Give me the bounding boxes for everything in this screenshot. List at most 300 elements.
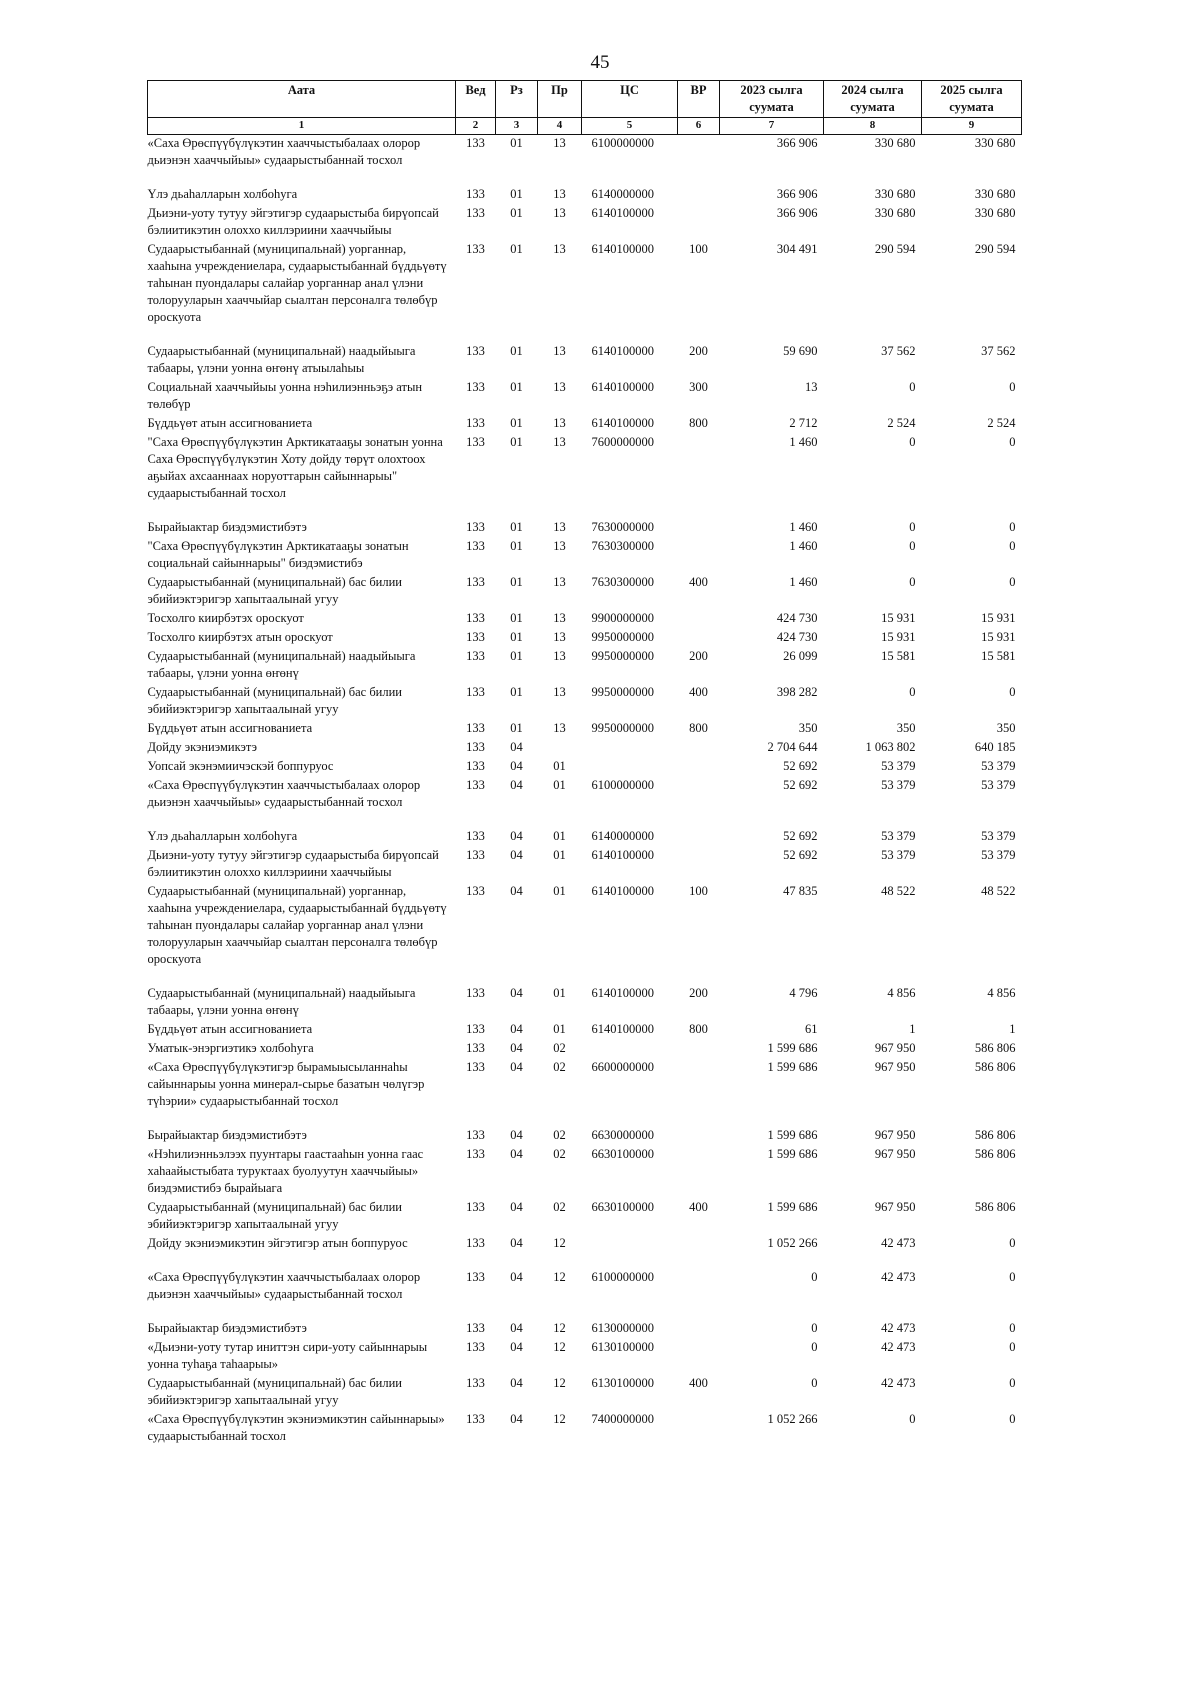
row-name: «Саха Өрөспүүбүлүкэтин экэниэмикэтин сайыннарыы» судаарыстыбаннай тосхол	[147, 1412, 445, 1443]
podrazdel-code: 13	[553, 721, 566, 735]
vedomstvo-code: 133	[466, 187, 485, 201]
table-row	[148, 574, 1022, 610]
header-cell: ВР	[678, 81, 720, 118]
podrazdel-code: 02	[553, 1128, 566, 1142]
expense-type-code: 400	[689, 685, 708, 699]
expense-type-code: 100	[689, 242, 708, 256]
target-article-code: 6600000000	[591, 1060, 654, 1074]
razdel-code: 04	[510, 1321, 523, 1335]
expense-type-code: 800	[689, 721, 708, 735]
podrazdel-code: 13	[553, 520, 566, 534]
vedomstvo-code: 133	[466, 1321, 485, 1335]
podrazdel-code: 12	[553, 1376, 566, 1390]
amount-2024: 15 931	[881, 611, 916, 625]
amount-2024: 290 594	[874, 242, 916, 256]
razdel-code: 01	[510, 242, 523, 256]
target-article-code: 6140100000	[591, 344, 654, 358]
razdel-code: 01	[510, 136, 523, 150]
row-name: Уматык-энэргиэтикэ холбоһуга	[147, 1041, 314, 1055]
column-number: 3	[496, 118, 538, 135]
header-row	[148, 81, 1022, 118]
vedomstvo-code: 133	[466, 435, 485, 449]
amount-2024: 967 950	[874, 1060, 916, 1074]
expense-type-code	[678, 847, 720, 883]
vedomstvo-code: 133	[466, 1060, 485, 1074]
razdel-code: 01	[510, 187, 523, 201]
row-name: "Саха Өрөспүүбүлүкэтин Арктикатааҕы зонатын уонна Саха Өрөспүүбүлүкэтин Хоту дойду төрүт олохтоох аҕыйах ахсааннаах норуоттарын сайыннарыы" судаарыстыбаннай тосхол	[147, 435, 443, 500]
amount-2025: 0	[1009, 575, 1016, 589]
vedomstvo-code: 133	[466, 611, 485, 625]
amount-2025: 53 379	[981, 848, 1016, 862]
amount-2025: 53 379	[981, 778, 1016, 792]
expense-type-code	[678, 1411, 720, 1447]
table-row	[148, 1411, 1022, 1447]
podrazdel-code: 13	[553, 416, 566, 430]
expense-type-code	[678, 1320, 720, 1339]
target-article-code	[582, 739, 678, 758]
row-name: Судаарыстыбаннай (муниципальнай) наадыйыыга табаары, үлэни уонна өҥөнү атыылаһыы	[147, 344, 416, 375]
vedomstvo-code: 133	[466, 1200, 485, 1214]
table-row	[148, 1021, 1022, 1040]
vedomstvo-code: 133	[466, 380, 485, 394]
podrazdel-code: 02	[553, 1147, 566, 1161]
expense-type-code: 800	[689, 416, 708, 430]
table-row	[148, 1040, 1022, 1059]
row-name: Судаарыстыбаннай (муниципальнай) бас билии эбийиэктэригэр хапытаалынай угуу	[147, 685, 402, 716]
table-row	[148, 985, 1022, 1021]
razdel-code: 04	[510, 1376, 523, 1390]
row-name: Дойду экэниэмикэтин эйгэтигэр атын боппуруос	[147, 1236, 408, 1250]
amount-2023: 1 052 266	[767, 1236, 818, 1250]
target-article-code: 6140100000	[591, 242, 654, 256]
table-row	[148, 1375, 1022, 1411]
target-article-code: 9950000000	[591, 721, 654, 735]
amount-2025: 0	[1009, 1236, 1016, 1250]
column-number-row	[148, 118, 1022, 135]
column-number: 7	[720, 118, 824, 135]
target-article-code: 9950000000	[591, 630, 654, 644]
amount-2024: 0	[909, 380, 916, 394]
table-row	[148, 415, 1022, 434]
podrazdel-code: 01	[553, 1022, 566, 1036]
row-name: «Саха Өрөспүүбүлүкэтигэр бырамыысыланнаһы сайыннарыы уонна минерал-сырье базатын чөлүгэр түһэрии» судаарыстыбаннай тосхол	[147, 1060, 425, 1108]
target-article-code: 6130100000	[591, 1376, 654, 1390]
amount-2023: 0	[811, 1321, 818, 1335]
expense-type-code: 200	[689, 649, 708, 663]
amount-2025: 586 806	[974, 1147, 1016, 1161]
amount-2025: 0	[1009, 1321, 1016, 1335]
expense-type-code	[678, 739, 720, 758]
amount-2025: 0	[1009, 1412, 1016, 1426]
row-name: Судаарыстыбаннай (муниципальнай) наадыйыыга табаары, үлэни уонна өҥөнү	[147, 649, 416, 680]
table-row	[148, 828, 1022, 847]
expense-type-code	[678, 777, 720, 828]
podrazdel-code: 13	[553, 575, 566, 589]
podrazdel-code: 12	[553, 1270, 566, 1284]
header-cell: ЦС	[582, 81, 678, 118]
amount-2023: 4 796	[789, 986, 818, 1000]
podrazdel-code	[538, 739, 582, 758]
target-article-code: 6100000000	[591, 136, 654, 150]
amount-2024: 0	[909, 1412, 916, 1426]
expense-type-code: 100	[689, 884, 708, 898]
razdel-code: 04	[510, 1147, 523, 1161]
amount-2023: 366 906	[776, 136, 818, 150]
amount-2024: 0	[909, 685, 916, 699]
podrazdel-code: 12	[553, 1321, 566, 1335]
row-name: Тосхолго киирбэтэх ороскуот	[147, 611, 304, 625]
target-article-code: 6140100000	[591, 206, 654, 220]
amount-2024: 42 473	[881, 1340, 916, 1354]
amount-2024: 0	[909, 520, 916, 534]
vedomstvo-code: 133	[466, 740, 485, 754]
expense-type-code	[678, 205, 720, 241]
amount-2023: 1 599 686	[767, 1060, 818, 1074]
column-number: 2	[456, 118, 496, 135]
row-name: Бырайыактар биэдэмистибэтэ	[147, 1128, 307, 1142]
header-cell: Пр	[538, 81, 582, 118]
podrazdel-code: 01	[553, 986, 566, 1000]
table-body	[148, 135, 1022, 1448]
table-row	[148, 186, 1022, 205]
amount-2024: 53 379	[881, 829, 916, 843]
row-name: «Саха Өрөспүүбүлүкэтин хааччыстыбалаах олорор дьиэнэн хааччыйыы» судаарыстыбаннай тосхол	[147, 778, 421, 809]
amount-2025: 0	[1009, 1270, 1016, 1284]
expense-type-code: 400	[689, 1200, 708, 1214]
target-article-code: 7630300000	[591, 575, 654, 589]
podrazdel-code: 01	[553, 759, 566, 773]
header-cell: 2025 сылга суумата	[922, 81, 1022, 118]
razdel-code: 01	[510, 630, 523, 644]
amount-2023: 2 712	[789, 416, 818, 430]
amount-2023: 1 599 686	[767, 1147, 818, 1161]
amount-2023: 1 599 686	[767, 1128, 818, 1142]
amount-2024: 4 856	[887, 986, 916, 1000]
razdel-code: 04	[510, 829, 523, 843]
target-article-code	[582, 1235, 678, 1269]
expense-type-code: 200	[689, 344, 708, 358]
target-article-code: 9900000000	[591, 611, 654, 625]
amount-2025: 48 522	[981, 884, 1016, 898]
target-article-code: 6630000000	[591, 1128, 654, 1142]
expense-type-code	[678, 1040, 720, 1059]
expense-type-code	[678, 519, 720, 538]
amount-2025: 586 806	[974, 1200, 1016, 1214]
amount-2023: 0	[811, 1340, 818, 1354]
expense-type-code: 300	[689, 380, 708, 394]
vedomstvo-code: 133	[466, 829, 485, 843]
row-name: «Саха Өрөспүүбүлүкэтин хааччыстыбалаах олорор дьиэнэн хааччыйыы» судаарыстыбаннай тосхол	[147, 136, 421, 167]
podrazdel-code: 13	[553, 242, 566, 256]
target-article-code: 7630300000	[591, 539, 654, 553]
podrazdel-code: 12	[553, 1236, 566, 1250]
table-row	[148, 684, 1022, 720]
razdel-code: 04	[510, 848, 523, 862]
amount-2023: 2 704 644	[767, 740, 818, 754]
target-article-code: 9950000000	[591, 685, 654, 699]
table-row	[148, 205, 1022, 241]
amount-2024: 967 950	[874, 1147, 916, 1161]
row-name: Судаарыстыбаннай (муниципальнай) бас билии эбийиэктэригэр хапытаалынай угуу	[147, 1376, 402, 1407]
expense-type-code	[678, 1146, 720, 1199]
target-article-code: 6100000000	[591, 778, 654, 792]
row-name: Бырайыактар биэдэмистибэтэ	[147, 1321, 307, 1335]
amount-2025: 330 680	[974, 187, 1016, 201]
table-row	[148, 777, 1022, 828]
amount-2025: 586 806	[974, 1128, 1016, 1142]
vedomstvo-code: 133	[466, 649, 485, 663]
vedomstvo-code: 133	[466, 242, 485, 256]
row-name: Социальнай хааччыйыы уонна нэһилиэнньэҕэ атын төлөбүр	[147, 380, 423, 411]
amount-2023: 61	[805, 1022, 818, 1036]
amount-2025: 290 594	[974, 242, 1016, 256]
amount-2025: 15 931	[981, 630, 1016, 644]
target-article-code: 6140000000	[591, 829, 654, 843]
table-row	[148, 1235, 1022, 1269]
header-cell: Вед	[456, 81, 496, 118]
amount-2023: 1 460	[789, 520, 818, 534]
expense-type-code	[678, 629, 720, 648]
row-name: Бүддьүөт атын ассигнованиета	[147, 721, 313, 735]
expense-type-code	[678, 186, 720, 205]
vedomstvo-code: 133	[466, 1236, 485, 1250]
amount-2024: 967 950	[874, 1128, 916, 1142]
column-number: 8	[824, 118, 922, 135]
podrazdel-code: 13	[553, 206, 566, 220]
amount-2024: 37 562	[881, 344, 916, 358]
podrazdel-code: 12	[553, 1340, 566, 1354]
amount-2023: 1 460	[789, 435, 818, 449]
razdel-code: 04	[510, 1200, 523, 1214]
amount-2025: 330 680	[974, 206, 1016, 220]
target-article-code: 6140100000	[591, 848, 654, 862]
column-number: 1	[148, 118, 456, 135]
podrazdel-code: 13	[553, 649, 566, 663]
table-row	[148, 629, 1022, 648]
expense-type-code	[678, 828, 720, 847]
row-name: Бырайыактар биэдэмистибэтэ	[147, 520, 307, 534]
amount-2023: 52 692	[783, 848, 818, 862]
amount-2024: 53 379	[881, 778, 916, 792]
vedomstvo-code: 133	[466, 1340, 485, 1354]
razdel-code: 01	[510, 435, 523, 449]
expense-type-code	[678, 434, 720, 519]
amount-2025: 350	[996, 721, 1016, 735]
podrazdel-code: 02	[553, 1200, 566, 1214]
amount-2025: 53 379	[981, 829, 1016, 843]
amount-2025: 0	[1009, 1376, 1016, 1390]
target-article-code: 9950000000	[591, 649, 654, 663]
expense-type-code: 400	[689, 1376, 708, 1390]
row-name: Бүддьүөт атын ассигнованиета	[147, 1022, 313, 1036]
podrazdel-code: 01	[553, 884, 566, 898]
podrazdel-code: 13	[553, 380, 566, 394]
amount-2025: 0	[1009, 380, 1016, 394]
amount-2023: 13	[805, 380, 818, 394]
amount-2023: 0	[811, 1270, 818, 1284]
razdel-code: 04	[510, 1041, 523, 1055]
table-row	[148, 1059, 1022, 1127]
column-number: 6	[678, 118, 720, 135]
amount-2023: 52 692	[783, 829, 818, 843]
amount-2023: 1 460	[789, 575, 818, 589]
expense-type-code	[678, 1269, 720, 1320]
razdel-code: 04	[510, 759, 523, 773]
table-row	[148, 1127, 1022, 1146]
row-name: «Нэһилиэнньэлээх пуунтары гаастааһын уонна гаас хаһаайыстыбата туруктаах буолуутун хааччыйыы» биэдэмистибэ бырайыага	[147, 1147, 424, 1195]
amount-2025: 0	[1009, 539, 1016, 553]
target-article-code: 6130000000	[591, 1321, 654, 1335]
amount-2024: 0	[909, 539, 916, 553]
target-article-code: 6630100000	[591, 1200, 654, 1214]
header-cell: 2023 сылга суумата	[720, 81, 824, 118]
razdel-code: 04	[510, 884, 523, 898]
razdel-code: 04	[510, 1060, 523, 1074]
table-row	[148, 610, 1022, 629]
razdel-code: 01	[510, 206, 523, 220]
target-article-code: 6140100000	[591, 1022, 654, 1036]
amount-2024: 53 379	[881, 848, 916, 862]
amount-2025: 2 524	[987, 416, 1016, 430]
razdel-code: 04	[510, 986, 523, 1000]
target-article-code: 6130100000	[591, 1340, 654, 1354]
amount-2024: 42 473	[881, 1270, 916, 1284]
razdel-code: 01	[510, 611, 523, 625]
podrazdel-code: 01	[553, 848, 566, 862]
amount-2024: 0	[909, 435, 916, 449]
razdel-code: 04	[510, 1340, 523, 1354]
vedomstvo-code: 133	[466, 630, 485, 644]
amount-2025: 640 185	[974, 740, 1016, 754]
razdel-code: 01	[510, 416, 523, 430]
column-number: 4	[538, 118, 582, 135]
amount-2024: 42 473	[881, 1321, 916, 1335]
expense-type-code	[678, 1235, 720, 1269]
amount-2025: 15 581	[981, 649, 1016, 663]
razdel-code: 04	[510, 1236, 523, 1250]
expense-type-code	[678, 1127, 720, 1146]
amount-2025: 15 931	[981, 611, 1016, 625]
table-row	[148, 1199, 1022, 1235]
row-name: Тосхолго киирбэтэх атын ороскуот	[147, 630, 333, 644]
amount-2024: 15 931	[881, 630, 916, 644]
header-cell: Аата	[148, 81, 456, 118]
target-article-code	[582, 1040, 678, 1059]
amount-2025: 0	[1009, 435, 1016, 449]
table-row	[148, 538, 1022, 574]
table-row	[148, 847, 1022, 883]
podrazdel-code: 13	[553, 611, 566, 625]
target-article-code: 6140100000	[591, 416, 654, 430]
amount-2023: 1 460	[789, 539, 818, 553]
podrazdel-code: 01	[553, 778, 566, 792]
target-article-code: 6140000000	[591, 187, 654, 201]
amount-2025: 37 562	[981, 344, 1016, 358]
amount-2023: 52 692	[783, 759, 818, 773]
vedomstvo-code: 133	[466, 986, 485, 1000]
amount-2024: 330 680	[874, 187, 916, 201]
vedomstvo-code: 133	[466, 685, 485, 699]
vedomstvo-code: 133	[466, 1147, 485, 1161]
row-name: Үлэ дьаһалларын холбоһуга	[147, 187, 298, 201]
amount-2025: 0	[1009, 1340, 1016, 1354]
vedomstvo-code: 133	[466, 520, 485, 534]
amount-2024: 42 473	[881, 1376, 916, 1390]
vedomstvo-code: 133	[466, 884, 485, 898]
target-article-code	[582, 758, 678, 777]
amount-2023: 366 906	[776, 206, 818, 220]
vedomstvo-code: 133	[466, 1022, 485, 1036]
razdel-code: 01	[510, 539, 523, 553]
amount-2023: 52 692	[783, 778, 818, 792]
expense-type-code	[678, 1059, 720, 1127]
expense-type-code	[678, 135, 720, 187]
table-row	[148, 1269, 1022, 1320]
vedomstvo-code: 133	[466, 539, 485, 553]
amount-2025: 1	[1009, 1022, 1016, 1036]
amount-2024: 967 950	[874, 1041, 916, 1055]
podrazdel-code: 13	[553, 344, 566, 358]
razdel-code: 01	[510, 380, 523, 394]
budget-table	[147, 80, 1022, 1447]
target-article-code: 7630000000	[591, 520, 654, 534]
podrazdel-code: 12	[553, 1412, 566, 1426]
amount-2023: 304 491	[776, 242, 818, 256]
vedomstvo-code: 133	[466, 206, 485, 220]
amount-2025: 0	[1009, 685, 1016, 699]
podrazdel-code: 13	[553, 630, 566, 644]
podrazdel-code: 02	[553, 1041, 566, 1055]
amount-2025: 0	[1009, 520, 1016, 534]
podrazdel-code: 13	[553, 435, 566, 449]
table-row	[148, 739, 1022, 758]
row-name: Уопсай экэнэмиичэскэй боппуруос	[147, 759, 334, 773]
amount-2025: 330 680	[974, 136, 1016, 150]
vedomstvo-code: 133	[466, 1128, 485, 1142]
amount-2023: 0	[811, 1376, 818, 1390]
vedomstvo-code: 133	[466, 759, 485, 773]
table-row	[148, 758, 1022, 777]
column-number: 5	[582, 118, 678, 135]
vedomstvo-code: 133	[466, 575, 485, 589]
vedomstvo-code: 133	[466, 1041, 485, 1055]
expense-type-code: 200	[689, 986, 708, 1000]
amount-2024: 0	[909, 575, 916, 589]
expense-type-code	[678, 538, 720, 574]
row-name: Үлэ дьаһалларын холбоһуга	[147, 829, 298, 843]
target-article-code: 7600000000	[591, 435, 654, 449]
podrazdel-code: 02	[553, 1060, 566, 1074]
amount-2023: 366 906	[776, 187, 818, 201]
table-row	[148, 720, 1022, 739]
razdel-code: 04	[510, 1128, 523, 1142]
table-row	[148, 379, 1022, 415]
row-name: Дьиэни-уоту тутуу эйгэтигэр судаарыстыба бирүопсай бэлиитикэтин олоххо киллэриини хааччыйыы	[147, 848, 439, 879]
vedomstvo-code: 133	[466, 136, 485, 150]
row-name: "Саха Өрөспүүбүлүкэтин Арктикатааҕы зонатын социальнай сайыннарыы" биэдэмистибэ	[147, 539, 409, 570]
razdel-code: 04	[510, 740, 523, 754]
row-name: Судаарыстыбаннай (муниципальнай) бас билии эбийиэктэригэр хапытаалынай угуу	[147, 1200, 402, 1231]
target-article-code: 7400000000	[591, 1412, 654, 1426]
table-row	[148, 883, 1022, 985]
row-name: Судаарыстыбаннай (муниципальнай) уорганнар, хааһына учреждениелара, судаарыстыбаннай бүддьүөтү таһынан пуондалары салайар уорганнар анал үлэни толорууларын хааччыйар сыалтан персоналга төлөбүр ороскуота	[147, 884, 447, 966]
vedomstvo-code: 133	[466, 1270, 485, 1284]
row-name: Бүддьүөт атын ассигнованиета	[147, 416, 313, 430]
amount-2024: 967 950	[874, 1200, 916, 1214]
vedomstvo-code: 133	[466, 344, 485, 358]
row-name: Судаарыстыбаннай (муниципальнай) наадыйыыга табаары, үлэни уонна өҥөнү	[147, 986, 416, 1017]
amount-2023: 47 835	[783, 884, 818, 898]
